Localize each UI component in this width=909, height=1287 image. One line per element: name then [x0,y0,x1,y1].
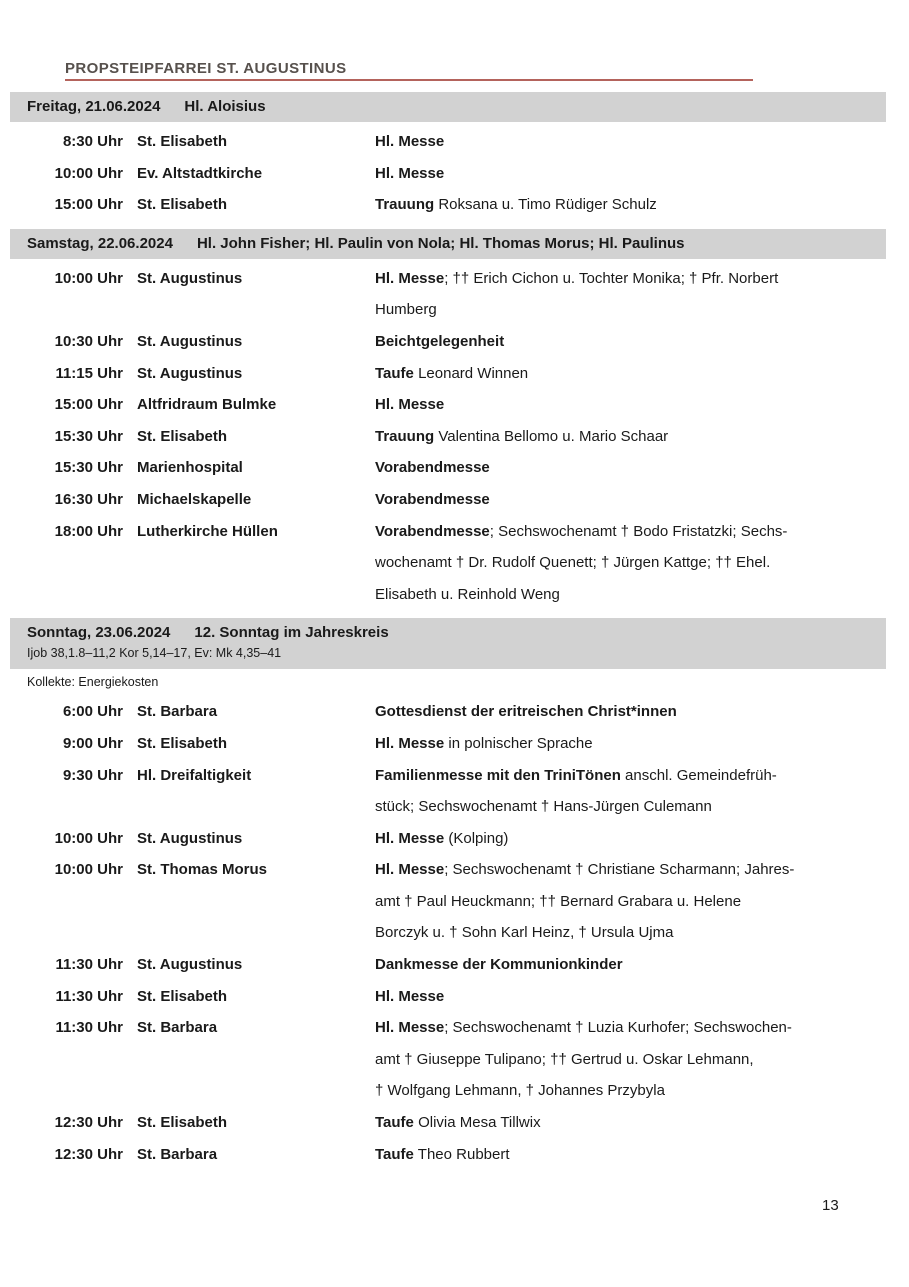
event-description [375,1139,909,1171]
event-row [0,949,909,981]
description-keyword: Dankmesse der Kommunionkinder [375,956,623,974]
description-text: Olivia Mesa Tillwix [413,1114,541,1132]
description-line [375,158,909,190]
day-section [0,229,909,619]
description-text: Theo Rubbert [413,1145,510,1163]
event-description [375,981,909,1013]
event-description [375,126,909,158]
description-text: † Wolfgang Lehmann, † Johannes Przybyla [375,1082,665,1100]
description-line [375,189,909,221]
event-row [0,728,909,760]
event-time: 18:00 Uhr [54,522,123,540]
description-line [375,579,909,611]
event-location: Marienhospital [137,459,243,477]
event-location: St. Augustinus [137,956,243,974]
event-description [375,421,909,453]
event-description [375,484,909,516]
day-feast: Hl. John Fisher; Hl. Paulin von Nola; Hl. Thomas Morus; Hl. Paulinus [196,234,685,252]
event-location: St. Augustinus [137,829,243,847]
description-keyword: Hl. Messe [375,133,445,150]
day-readings: Ijob 38,1.8–11,2 Kor 5,14–17, Ev: Mk 4,35–41 [27,646,282,661]
event-location: Altfridraum Bulmke [137,396,277,414]
description-line [375,1044,909,1076]
description-keyword: Beichtgelegenheit [375,332,505,350]
event-time: 6:00 Uhr [62,703,123,721]
day-section [0,92,909,229]
description-text: anschl. Gemeindefrüh- [620,766,777,784]
event-description [375,326,909,358]
description-line [375,452,909,484]
event-row [0,981,909,1013]
event-time: 11:30 Uhr [55,1019,123,1037]
event-time: 9:30 Uhr [62,766,123,784]
event-location: St. Barbara [137,1019,218,1037]
description-text: ; †† Erich Cichon u. Tochter Monika; † Pfr. Norbert [444,269,779,287]
event-time: 15:00 Uhr [54,396,123,414]
event-time: 10:00 Uhr [54,829,123,847]
event-row [0,854,909,949]
description-line [375,421,909,453]
event-description [375,949,909,981]
event-time: 11:30 Uhr [55,987,123,1005]
event-location: St. Barbara [137,1145,218,1163]
event-description [375,823,909,855]
event-location: St. Elisabeth [137,133,228,150]
event-time: 15:30 Uhr [54,459,123,477]
description-keyword: Hl. Messe [375,269,445,287]
description-line [375,294,909,326]
description-keyword: Taufe [375,1145,414,1163]
event-location: Lutherkirche Hüllen [137,522,278,540]
event-time: 10:00 Uhr [54,861,123,879]
description-text: Valentina Bellomo u. Mario Schaar [434,427,669,445]
event-row [0,126,909,158]
event-time: 12:30 Uhr [54,1114,123,1132]
event-row [0,421,909,453]
description-line [375,358,909,390]
event-time: 10:00 Uhr [54,164,123,182]
day-header-bar [10,92,886,122]
event-description [375,263,909,326]
description-keyword: Vorabendmesse [375,459,490,477]
description-line [375,326,909,358]
day-feast: 12. Sonntag im Jahreskreis [194,624,389,642]
description-keyword: Vorabendmesse [375,490,490,508]
event-location: St. Barbara [137,703,218,721]
description-text: Humberg [375,301,437,319]
event-description [375,358,909,390]
event-description [375,189,909,221]
event-list [0,122,909,229]
event-description [375,696,909,728]
event-row [0,326,909,358]
description-line [375,126,909,158]
description-text: stück; Sechswochenamt † Hans-Jürgen Culemann [375,798,712,816]
event-time: 15:00 Uhr [54,196,123,214]
description-text: amt † Paul Heuckmann; †† Bernard Grabara u. Helene [375,892,742,910]
event-time: 15:30 Uhr [54,427,123,445]
description-keyword: Hl. Messe [375,861,445,879]
event-description [375,452,909,484]
day-date: Sonntag, 23.06.2024 [27,624,171,642]
day-date: Samstag, 22.06.2024 [27,234,173,252]
description-keyword: Taufe [375,1114,414,1132]
description-line [375,728,909,760]
description-line [375,949,909,981]
event-row [0,158,909,190]
event-time: 11:15 Uhr [55,364,123,382]
page-number: 13 [822,1197,839,1214]
event-description [375,516,909,611]
description-keyword: Trauung [375,427,435,445]
event-location: Ev. Altstadtkirche [137,164,263,182]
event-location: St. Augustinus [137,269,243,287]
description-line [375,696,909,728]
description-line [375,1107,909,1139]
event-row [0,760,909,823]
event-description [375,1012,909,1107]
event-description [375,760,909,823]
event-row [0,1107,909,1139]
event-description [375,158,909,190]
description-text: Elisabeth u. Reinhold Weng [375,585,560,603]
description-line [375,917,909,949]
description-line [375,484,909,516]
event-row [0,1139,909,1171]
description-line [375,1139,909,1171]
event-time: 16:30 Uhr [54,490,123,508]
event-row [0,696,909,728]
event-location: St. Elisabeth [137,734,228,752]
description-line [375,823,909,855]
event-row [0,189,909,221]
description-text: Roksana u. Timo Rüdiger Schulz [434,196,657,214]
description-line [375,760,909,792]
event-list [0,692,909,1178]
description-keyword: Hl. Messe [375,1019,445,1037]
day-feast: Hl. Aloisius [184,98,266,115]
day-header-line [27,233,886,255]
description-keyword: Hl. Messe [375,829,445,847]
day-header-bar [10,229,886,259]
description-keyword: Hl. Messe [375,987,445,1005]
description-line [375,516,909,548]
event-location: Michaelskapelle [137,490,252,508]
description-text: Leonard Winnen [413,364,529,382]
description-keyword: Gottesdienst der eritreischen Christ*innen [375,703,677,721]
event-time: 10:30 Uhr [54,332,123,350]
day-header-bar [10,618,886,669]
event-row [0,263,909,326]
description-text: ; Sechswochenamt † Bodo Fristatzki; Sechs- [489,522,788,540]
day-header-line [27,622,886,644]
description-line [375,854,909,886]
event-list [0,259,909,619]
event-location: St. Thomas Morus [137,861,268,879]
day-date: Freitag, 21.06.2024 [27,98,161,115]
event-row [0,823,909,855]
event-location: St. Augustinus [137,364,243,382]
description-text: (Kolping) [444,829,509,847]
description-keyword: Familienmesse mit den TriniTönen [375,766,621,784]
day-header-line [27,96,886,118]
description-keyword: Taufe [375,364,414,382]
description-text: amt † Giuseppe Tulipano; †† Gertrud u. Oskar Lehmann, [375,1050,754,1068]
description-line [375,886,909,918]
event-time: 11:30 Uhr [55,956,123,974]
event-location: St. Elisabeth [137,987,228,1005]
title-underline [65,79,753,81]
event-time: 12:30 Uhr [54,1145,123,1163]
description-text: in polnischer Sprache [444,734,593,752]
description-text: ; Sechswochenamt † Christiane Scharmann; Jahres- [444,861,795,879]
description-keyword: Vorabendmesse [375,522,490,540]
event-time: 8:30 Uhr [62,133,123,150]
description-keyword: Hl. Messe [375,734,445,752]
description-line [375,981,909,1013]
description-keyword: Hl. Messe [375,164,445,182]
event-row [0,389,909,421]
description-keyword: Trauung [375,196,435,214]
event-row [0,1012,909,1107]
event-time: 9:00 Uhr [62,734,123,752]
description-line [375,263,909,295]
description-text: ; Sechswochenamt † Luzia Kurhofer; Sechswochen- [444,1019,792,1037]
description-line [375,1012,909,1044]
event-description [375,854,909,949]
day-section [0,618,909,1178]
event-location: St. Augustinus [137,332,243,350]
kollekte-note: Kollekte: Energiekosten [27,675,159,690]
description-text: Borczyk u. † Sohn Karl Heinz, † Ursula Ujma [375,924,674,942]
event-row [0,484,909,516]
event-row [0,358,909,390]
event-location: St. Elisabeth [137,427,228,445]
event-location: Hl. Dreifaltigkeit [137,766,252,784]
description-keyword: Hl. Messe [375,396,445,414]
event-location: St. Elisabeth [137,196,228,214]
event-location: St. Elisabeth [137,1114,228,1132]
event-row [0,516,909,611]
description-line [375,1075,909,1107]
event-description [375,1107,909,1139]
event-description [375,389,909,421]
event-row [0,452,909,484]
page-title: PROPSTEIPFARREI ST. AUGUSTINUS [65,60,347,77]
description-line [375,547,909,579]
schedule [0,92,909,1178]
description-line [375,791,909,823]
description-line [375,389,909,421]
event-description [375,728,909,760]
event-time: 10:00 Uhr [54,269,123,287]
description-text: wochenamt † Dr. Rudolf Quenett; † Jürgen Kattge; †† Ehel. [375,554,771,572]
